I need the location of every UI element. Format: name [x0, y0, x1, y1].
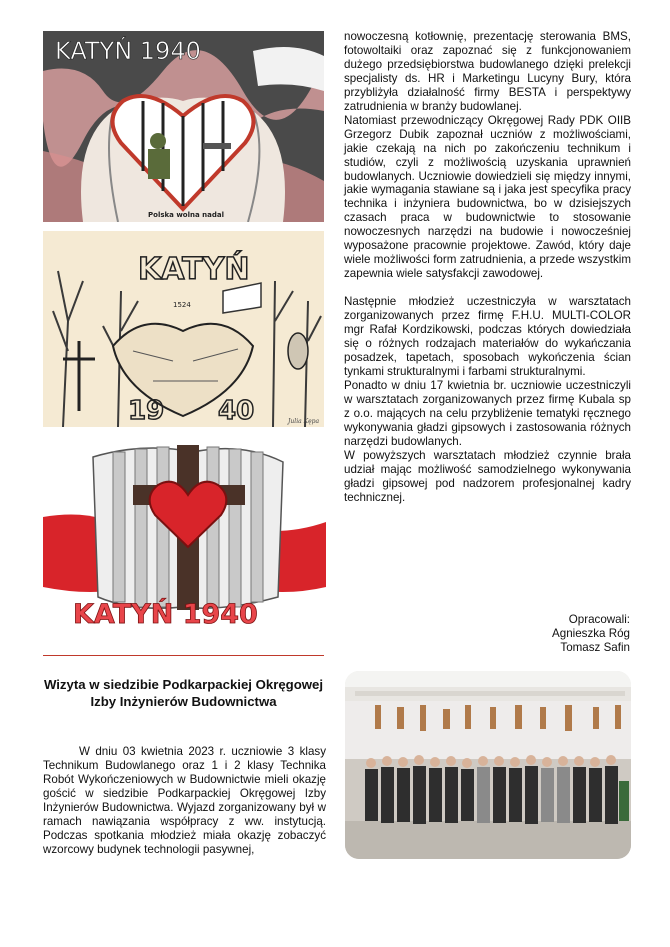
katyn-drawing-cross: [43, 437, 326, 633]
katyn-drawing-pencil: [43, 231, 324, 427]
katyn-title-text: [55, 36, 201, 65]
svg-text:KATYŃ: KATYŃ: [138, 252, 250, 287]
author-name: Tomasz Safin: [560, 641, 630, 655]
svg-text:KATYŃ 1940: KATYŃ 1940: [55, 37, 201, 65]
katyn-title-text: [73, 598, 258, 630]
svg-text:1524: 1524: [173, 301, 191, 309]
right-column-text: [344, 30, 631, 504]
katyn-drawing-hands: [43, 31, 324, 222]
year-left-text: [128, 396, 164, 426]
year-right-text: [218, 396, 254, 426]
paragraph: W powyższych warsztatach młodzież czynnie brała udział mając możliwość samodzielnego wykonywania gładzi gipsowej pod nadzorem profesjonalnej kadry technicznej.: [344, 448, 631, 504]
artist-signature: [286, 418, 319, 425]
svg-text:40: 40: [218, 396, 255, 426]
paragraph: nowoczesną kotłownię, prezentację sterowania BMS, fotowoltaiki oraz zapoznać się z funkcjonowaniem dużego przedsiębiorstwa budowlanego dzięki prelekcji specjalisty ds. HR i Marketingu Lucyny Bury, która przybliżyła działalność firmy BESTA i perspektywy zatrudnienia w branży budowlanej.: [344, 30, 631, 113]
paragraph: W dniu 03 kwietnia 2023 r. uczniowie 3 klasy Technikum Budowlanego oraz 1 i 2 klasy Technika Robót Wykończeniowych w Budownictwie mieli okazję gościć w siedzibie Podkarpackiej Okręgowej Izby Inżynierów Budownictwa. Wyjazd zorganizowany był w ramach nawiązania współpracy z ww. instytucją. Podczas spotkania młodzież miała okazję zobaczyć wzorcowy budynek technologii pasywnej,: [43, 745, 326, 856]
paragraph: Natomiast przewodniczący Okręgowej Rady PDK OIIB Grzegorz Dubik zapoznał uczniów z możliwościami, jakie czekają na nich po zakończeniu technikum i studiów, czyli z możliwością uzyskania uprawnień budowlanych. Uczniowie dowiedzieli się między innymi, jakie wymagania stawiane są i jaka jest specyfika pracy technika i inżyniera budownictwa, bo w dzisiejszych czasach praca w budownictwie to stosowanie nowoczesnych narzędzi na budowie i nowocześniej wyposażone pracownie projektowe. Zawód, który daje wiele możliwości form zatrudnienia, a przede wszystkim zapewnia wiele satysfakcji zawodowej.: [344, 113, 631, 281]
drawing-caption: [148, 211, 224, 219]
paragraph: Następnie młodzież uczestniczyła w warsztatach zorganizowanych przez firmę F.H.U. MULTI-COLOR mgr Rafał Kordzikowski, podczas których dowiedziała się o różnych rodzajach materiałów do wykańczania posadzek, tapetach, sposobach wykończenia ścian tynkami strukturalnymi i farbami strukturalnymi.: [344, 295, 631, 378]
authors-signature: [552, 613, 630, 656]
svg-text:KATYŃ 1940: KATYŃ 1940: [73, 599, 258, 630]
group-photo: [345, 671, 631, 859]
paragraph: Ponadto w dniu 17 kwietnia br. uczniowie uczestniczyli w warsztatach zorganizowanych przez firmę Kubala sp z o.o. mających na celu przybliżenie tematyki ręcznego wykonywania gładzi gipsowych i zastosowania różnych narzędzi budowlanych.: [344, 378, 631, 448]
svg-text:Polska wolna nadal: Polska wolna nadal: [148, 211, 224, 219]
article-body: [43, 745, 326, 857]
svg-text:Julia Kępa: Julia Kępa: [288, 418, 320, 425]
signature-label: Opracowali:: [568, 613, 630, 626]
section-divider: [43, 655, 324, 656]
katyn-title-text: [138, 251, 249, 287]
badge-number: [173, 301, 191, 309]
svg-text:19: 19: [128, 396, 165, 426]
article-title: Wizyta w siedzibie Podkarpackiej Okręgowej Izby Inżynierów Budownictwa: [43, 677, 324, 709]
author-name: Agnieszka Róg: [552, 627, 630, 641]
